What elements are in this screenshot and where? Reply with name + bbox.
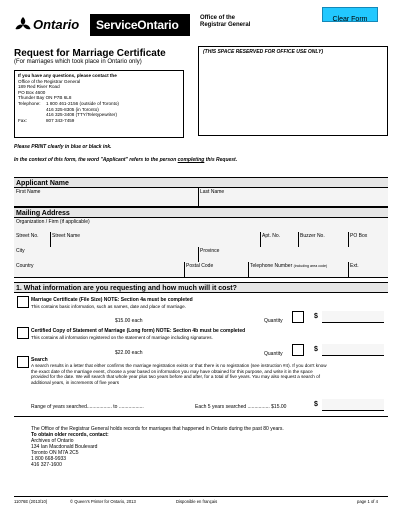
search-checkbox[interactable] (17, 356, 29, 368)
ext-field[interactable]: Ext. (348, 262, 388, 277)
mailing-section-header: Mailing Address (14, 207, 388, 218)
contact-box: If you have any questions, please contact the Office of the Registrar General 189 Red River Road PO Box 4600 Thunder Bay ON P7B 6L8 Telephone: 1 800 461-2156 (outside of Toronto) 416 325-8305 (in Toronto) 416 325-3408 (TTY/Teletypewriter) Fax: 807 343-7459 (14, 70, 184, 138)
quantity-input-1[interactable] (292, 311, 304, 323)
marriage-certificate-price: $15.00 each (115, 318, 143, 324)
serviceontario-logo: ServiceOntario (90, 14, 190, 36)
street-no-field[interactable]: Street No. (14, 232, 50, 247)
older-records-box: The Office of the Registrar General holds records for marriages that happened in Ontario during the past 80 years. To obtain older records, contact: Archives of Ontario 134 Ian Macdonald Boulevard Toronto ON M7A 2C5 1 800 668-9933 416 327-1600 (31, 426, 284, 468)
marriage-certificate-checkbox[interactable] (17, 296, 29, 308)
amount-input-1[interactable] (322, 311, 384, 323)
country-field[interactable]: Country (14, 262, 184, 277)
page-title: Request for Marriage Certificate (14, 48, 166, 59)
ontario-logo (14, 14, 84, 36)
telephone-field[interactable]: Telephone Number (including area code) (248, 262, 348, 277)
search-desc: A search results in a letter that either confirms the marriage registration exists or that there is no registration (see instruction #4). If you don't know the exact date of the marriage event, choose a year based on information you may have obtained for this purpose, and write it in the space provided for the date. We will search that whole year plus two years before and after, for a total of five years. You may also request a search of additional years, in increments of five years (31, 363, 327, 385)
street-name-field[interactable]: Street Name (50, 232, 260, 247)
city-field[interactable]: City (14, 247, 198, 262)
dollar-sign-2: $ (314, 346, 318, 353)
dollar-sign-1: $ (314, 313, 318, 320)
last-name-field[interactable]: Last Name (198, 188, 388, 206)
apt-no-field[interactable]: Apt. No. (260, 232, 298, 247)
section1-header: 1. What information are you requesting and how much will it cost? (14, 282, 388, 293)
quantity-label-1: Quantity (264, 318, 283, 324)
range-of-years-label: Range of years searched.................. to .................. (31, 404, 144, 410)
po-box-field[interactable]: PO Box (348, 232, 388, 247)
applicant-definition: In the context of this form, the word "Applicant" refers to the person completing this Request. (14, 157, 238, 163)
amount-input-2[interactable] (322, 344, 384, 356)
amount-input-3[interactable] (322, 399, 384, 411)
trillium-icon (14, 16, 32, 34)
dollar-sign-3: $ (314, 401, 318, 408)
copyright: © Queen's Printer for Ontario, 2013 (70, 499, 136, 504)
organization-field[interactable]: Organization / Firm (if applicable) (14, 218, 388, 232)
search-title: Search (31, 357, 48, 363)
ontario-wordmark: Ontario (33, 17, 80, 32)
each-five-years-label: Each 5 years searched ................ $15.00 (195, 404, 287, 410)
form-number: 11076E (2013/10) (14, 499, 48, 504)
page-subtitle: (For marriages which took place in Ontario only) (14, 59, 142, 65)
certified-copy-desc: This contains all information registered on the statement of marriage including signatures. (31, 335, 213, 340)
first-name-field[interactable]: First Name (14, 188, 198, 206)
marriage-certificate-title: Marriage Certificate (File Size) NOTE: Section 4a must be completed (31, 297, 193, 303)
certified-copy-checkbox[interactable] (17, 327, 29, 339)
certified-copy-title: Certified Copy of Statement of Marriage (Long form) NOTE: Section 4b must be completed (31, 328, 246, 334)
province-field[interactable]: Province (198, 247, 388, 262)
page-number: page 1 of 4 (357, 499, 378, 504)
marriage-certificate-desc: This contains basic information, such as names, date and place of marriage. (31, 304, 186, 309)
french-availability: Disponible en français (176, 499, 218, 504)
postal-code-field[interactable]: Postal Code (184, 262, 248, 277)
office-use-box: (THIS SPACE RESERVED FOR OFFICE USE ONLY) (198, 46, 388, 136)
office-title: Office of the Registrar General (200, 15, 251, 28)
quantity-input-2[interactable] (292, 344, 304, 356)
buzzer-no-field[interactable]: Buzzer No. (298, 232, 348, 247)
certified-copy-price: $22.00 each (115, 350, 143, 356)
clear-form-button[interactable]: Clear Form (322, 7, 378, 22)
applicant-section-header: Applicant Name (14, 177, 388, 188)
quantity-label-2: Quantity (264, 351, 283, 357)
print-instruction: Please PRINT clearly in blue or black ink. (14, 144, 112, 150)
